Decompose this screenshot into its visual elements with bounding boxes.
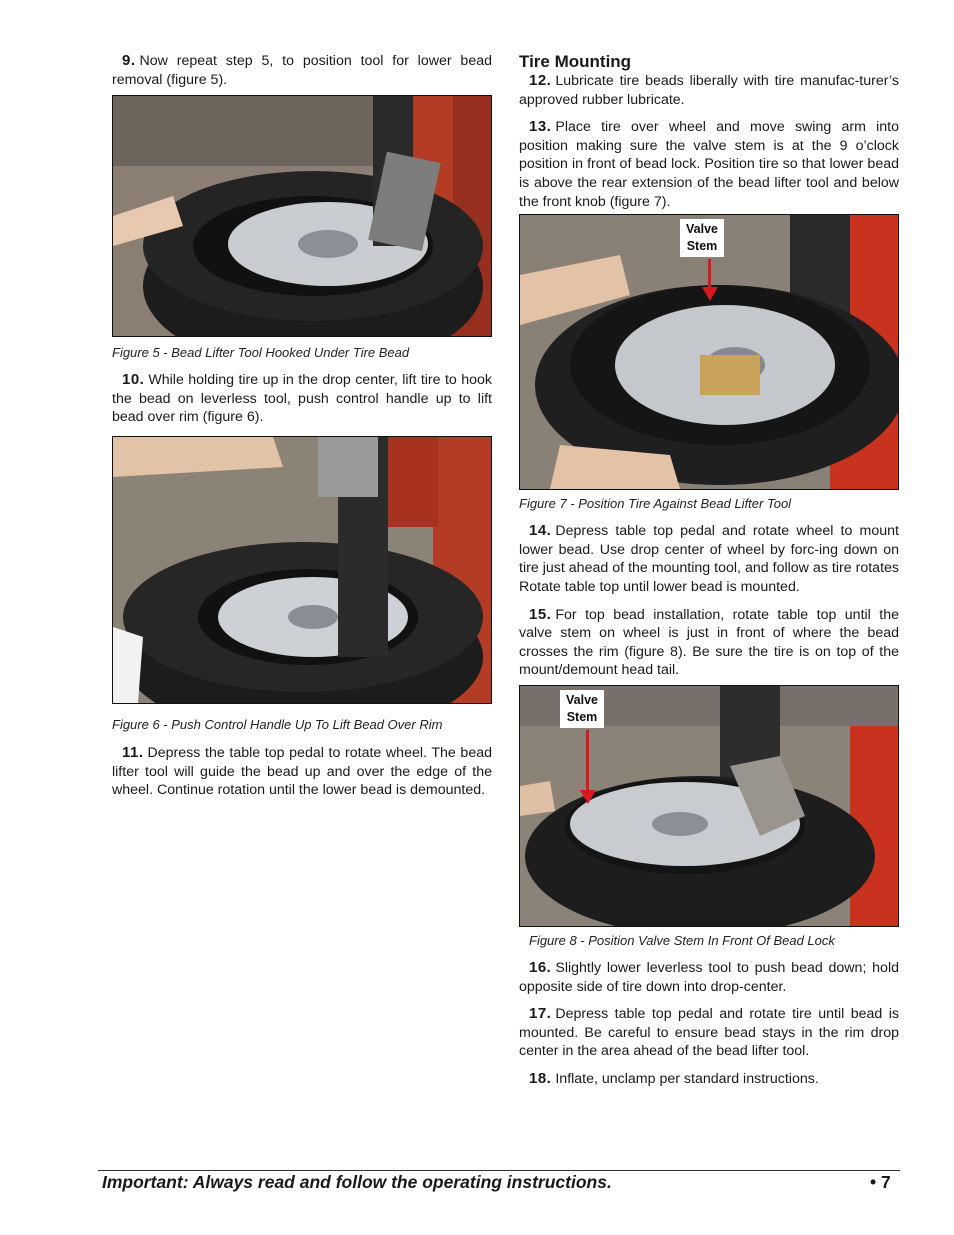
- right-column: [519, 52, 899, 1088]
- step-number: 18.: [529, 1069, 552, 1087]
- valve-stem-arrow-head: [702, 287, 718, 301]
- step-text: Place tire over wheel and move swing arm into position making sure the valve stem is at the 9 o’clock position in front of bead lock. Position tire so that lower bead is above the rear extension of the bead lifter tool and below the front knob (figure 7).: [519, 119, 899, 210]
- figure-8-caption: Figure 8 - Position Valve Stem In Front Of Bead Lock: [529, 932, 835, 948]
- step-number: 17.: [529, 1005, 552, 1023]
- footer-notice: Important: Always read and follow the operating instructions.: [102, 1172, 612, 1192]
- step-number: 14.: [529, 522, 552, 540]
- step-13: [519, 118, 899, 211]
- step-11: [112, 744, 492, 800]
- figure-8-photo: [519, 685, 899, 927]
- valve-stem-arrow-head: [580, 790, 596, 804]
- figure-5-photo: [112, 95, 492, 337]
- step-16: [519, 959, 899, 996]
- figure-7-caption: Figure 7 - Position Tire Against Bead Lifter Tool: [519, 496, 792, 512]
- tire-photo-illustration: [113, 96, 491, 336]
- step-text: Slightly lower leverless tool to push bead down; hold opposite side of tire down into drop-center.: [519, 959, 899, 995]
- label-line: Valve: [566, 692, 598, 707]
- footer-rule: [98, 1170, 900, 1171]
- figure-6-photo: [112, 436, 492, 704]
- step-text: For top bead installation, rotate table top until the valve stem on wheel is just in front of where the bead crosses the rim (figure 8). Be sure the tire is on top of the mount/demount head tail.: [519, 606, 899, 679]
- step-number: 11.: [122, 743, 144, 761]
- step-text: Inflate, unclamp per standard instructions.: [555, 1070, 819, 1087]
- step-text: While holding tire up in the drop center, lift tire to hook the bead on leverless tool, push control handle up to lift bead over rim (figure 6).: [112, 372, 492, 426]
- step-number: 9.: [122, 52, 136, 69]
- step-text: Depress the table top pedal to rotate wheel. The bead lifter tool will guide the bead up and over the edge of the wheel. Continue rotation until the lower bead is demounted.: [112, 744, 492, 799]
- valve-stem-label: [680, 219, 724, 257]
- figure-6-caption: Figure 6 - Push Control Handle Up To Lift Bead Over Rim: [112, 716, 443, 732]
- valve-stem-arrow: [708, 259, 711, 289]
- label-line: Stem: [566, 709, 598, 724]
- step-number: 15.: [529, 605, 552, 623]
- valve-stem-label: [560, 690, 604, 728]
- step-text: Now repeat step 5, to position tool for lower bead removal (figure 5).: [112, 53, 492, 88]
- valve-stem-arrow: [586, 730, 589, 792]
- step-14: [519, 522, 899, 596]
- step-15: [519, 606, 899, 680]
- step-number: 13.: [529, 118, 552, 136]
- left-column: [112, 52, 492, 800]
- label-line: Stem: [686, 239, 718, 254]
- step-18: [519, 1070, 899, 1089]
- step-10: [112, 371, 492, 427]
- step-number: 12.: [529, 72, 552, 89]
- figure-5-caption: Figure 5 - Bead Lifter Tool Hooked Under Tire Bead: [112, 345, 410, 361]
- step-text: Lubricate tire beads liberally with tire manufac-turer’s approved rubber lubricate.: [519, 73, 899, 108]
- figure-7-photo: [519, 214, 899, 490]
- page-number: • 7: [870, 1172, 891, 1192]
- step-9: [112, 52, 492, 89]
- step-text: Depress table top pedal and rotate tire until bead is mounted. Be careful to ensure bead stays in the rim drop center in the area ahead of the bead lifter tool.: [519, 1006, 899, 1060]
- step-number: 10.: [122, 371, 145, 389]
- step-17: [519, 1005, 899, 1061]
- step-number: 16.: [529, 958, 552, 976]
- step-12: [519, 72, 899, 109]
- label-line: Valve: [686, 222, 718, 237]
- section-heading: Tire Mounting: [519, 52, 632, 71]
- tire-photo-illustration: [113, 437, 491, 703]
- step-text: Depress table top pedal and rotate wheel to mount lower bead. Use drop center of wheel by forc-ing down on tire just ahead of the mounting tool, and follow as tire rotates Rotate table top until lower bead is mounted.: [519, 523, 899, 595]
